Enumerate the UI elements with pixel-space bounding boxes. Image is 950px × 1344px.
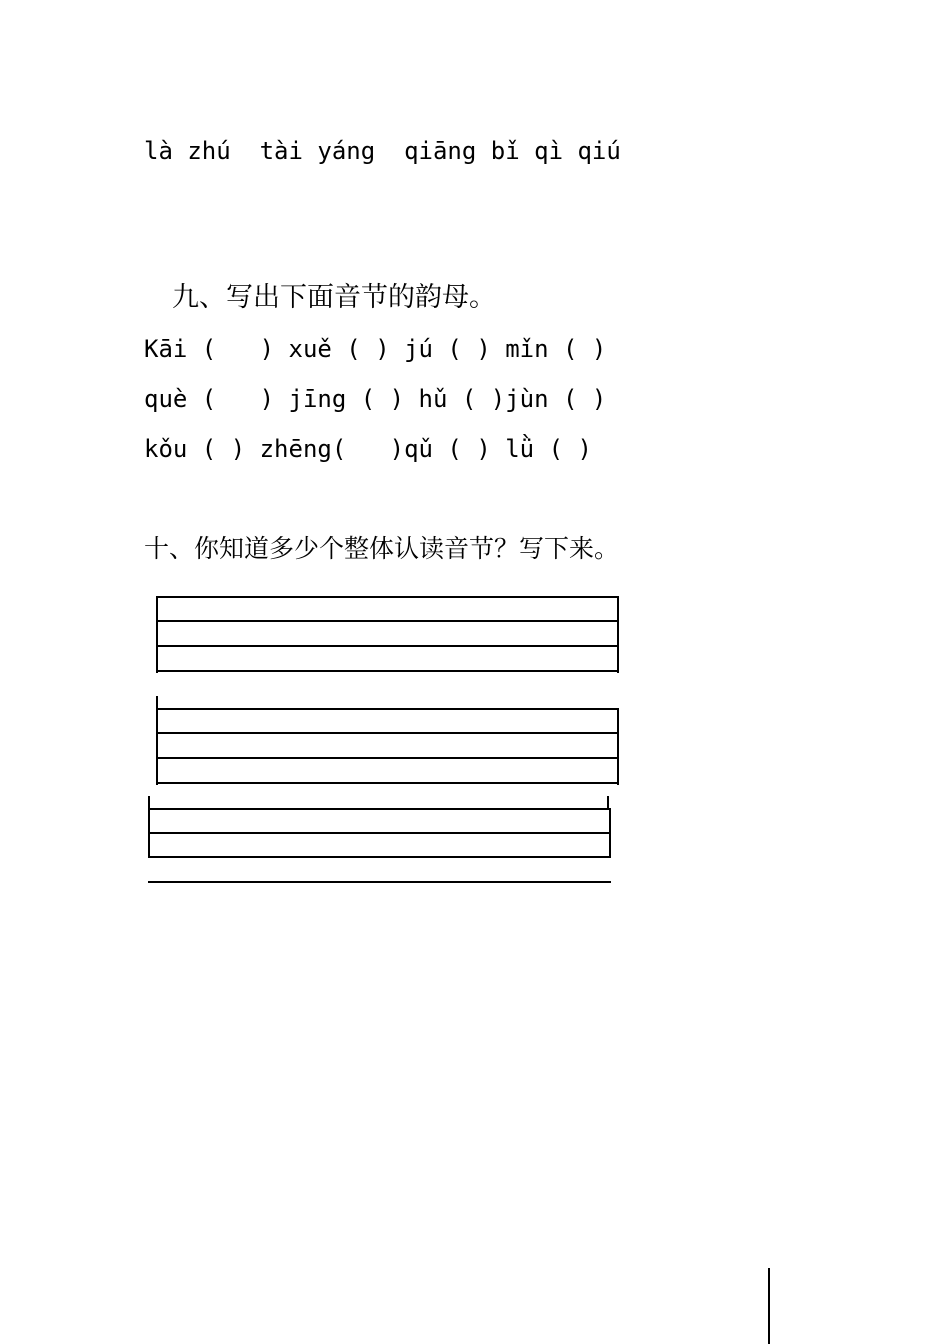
grid-3-left-tick [148,796,150,808]
grid-line [158,708,617,710]
writing-grid-2[interactable] [156,708,619,785]
grid-3-right-tick [607,796,609,808]
grid-line [148,881,611,883]
grid-line [158,782,617,784]
grid-line [150,832,609,834]
grid-line [148,856,611,858]
pinyin-words-line: là zhú tài yáng qiāng bǐ qì qiú [144,137,621,165]
grid-line [150,808,609,810]
section-9-row-2: què ( ) jīng ( ) hǔ ( )jùn ( ) [144,385,607,413]
grid-line [158,620,617,622]
grid-2-left-tick [156,696,158,708]
section-10-title: 十、你知道多少个整体认读音节？写下来。 [144,534,620,563]
section-9-row-1: Kāi ( ) xuě ( ) jú ( ) mǐn ( ) [144,335,607,363]
page-margin-line [768,1268,770,1344]
writing-grid-3[interactable] [148,808,611,858]
writing-grid-1[interactable] [156,596,619,673]
grid-line [158,757,617,759]
grid-line [158,732,617,734]
grid-line [158,596,617,598]
grid-line [158,645,617,647]
section-9-title: 九、写出下面音节的韵母。 [172,282,496,313]
grid-line [158,670,617,672]
grid-3-open-lines[interactable] [148,856,611,886]
section-9-row-3: kǒu ( ) zhēng( )qǔ ( ) lǜ ( ) [144,435,592,463]
